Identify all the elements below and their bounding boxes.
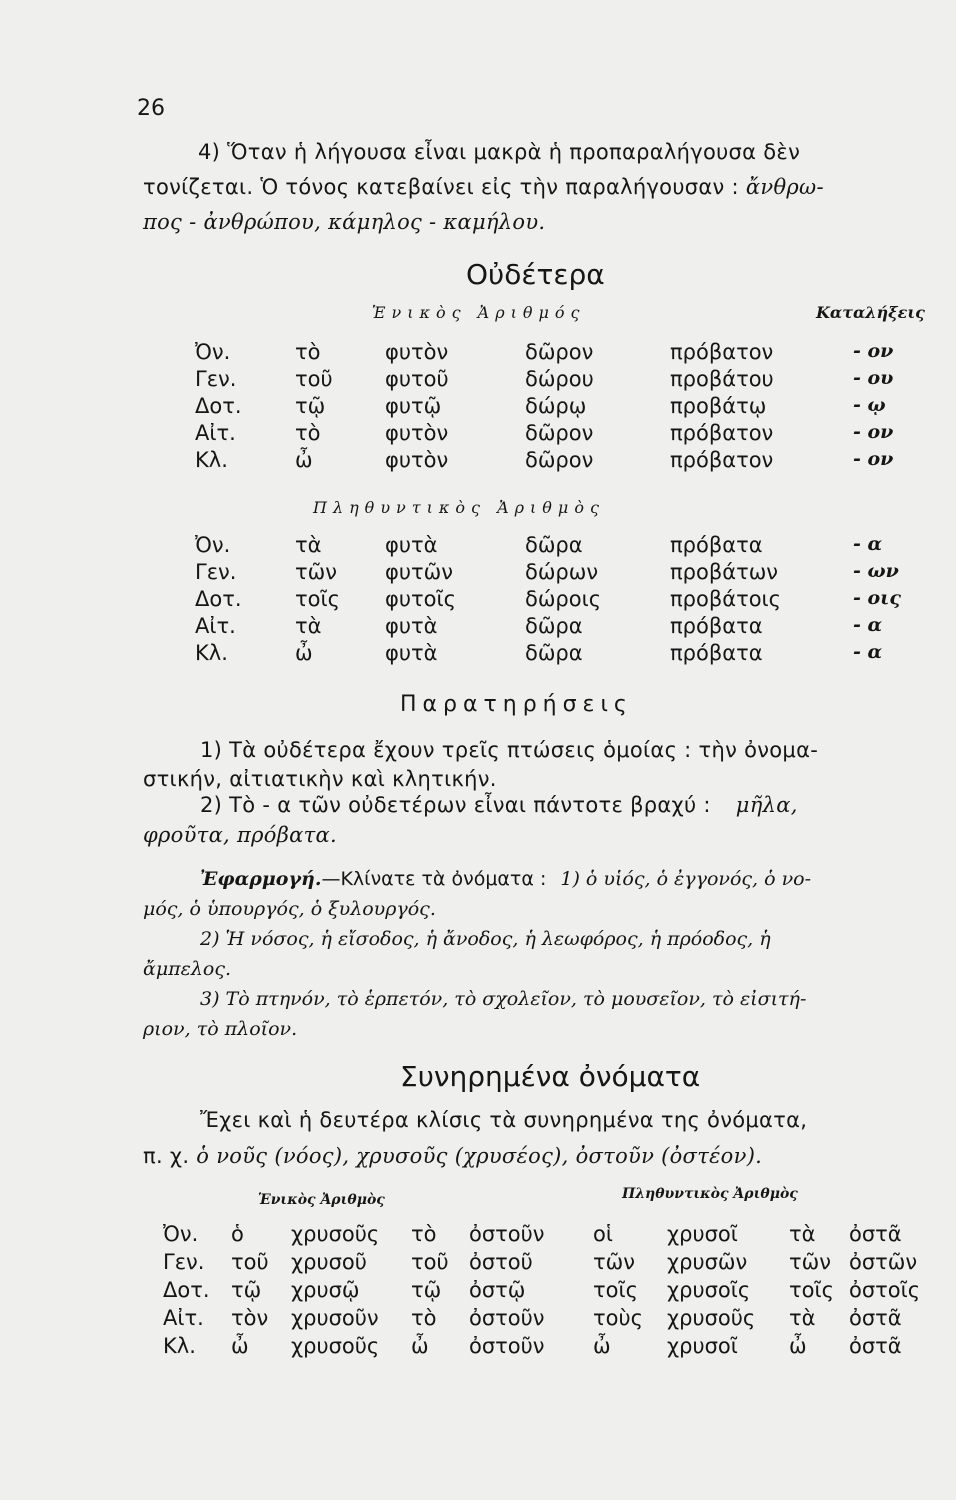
- neuter-singular-word-provaton: πρόβατον: [670, 421, 774, 445]
- neuter-singular-word-provaton: πρόβατον: [670, 448, 774, 472]
- contracted-article-n: τὸ: [411, 1306, 437, 1330]
- neuter-singular-case: Δοτ.: [195, 394, 242, 418]
- neuter-plural-article: τὰ: [295, 614, 322, 638]
- neuter-singular-word-futon: φυτὸν: [385, 421, 449, 445]
- remark2-example: μῆλα,: [735, 793, 798, 817]
- exercise-line6: ριον, τὸ πλοῖον.: [143, 1018, 298, 1040]
- neuter-singular-ending: - ον: [853, 421, 894, 443]
- neuter-plural-ending: - ων: [853, 560, 899, 582]
- contracted-article-m: ὦ: [231, 1334, 249, 1358]
- contracted-plural-article-n: τοῖς: [789, 1278, 834, 1302]
- neuter-title: Οὐδέτερα: [466, 258, 605, 291]
- neuter-singular-word-doron: δώρου: [525, 367, 594, 391]
- page-number: 26: [137, 96, 165, 121]
- contracted-intro-line1: Ἔχει καὶ ἡ δευτέρα κλίσις τὰ συνηρημένα της ὀνόματα,: [200, 1108, 808, 1132]
- contracted-article-n: ὦ: [411, 1334, 429, 1358]
- remark2-line2: φροῦτα, πρόβατα.: [143, 823, 337, 847]
- contracted-plural-word-chrysoi: χρυσοῦς: [667, 1306, 756, 1330]
- neuter-plural-case: Αἰτ.: [195, 614, 236, 638]
- neuter-singular-ending: - ου: [853, 367, 894, 389]
- neuter-singular-word-provaton: προβάτου: [670, 367, 774, 391]
- neuter-plural-word-futon: φυτὰ: [385, 641, 438, 665]
- neuter-plural-word-futon: φυτοῖς: [385, 587, 456, 611]
- neuter-plural-word-provaton: πρόβατα: [670, 533, 763, 557]
- contracted-plural-article-m: ὦ: [593, 1334, 611, 1358]
- neuter-plural-word-provaton: προβάτοις: [670, 587, 781, 611]
- contracted-word-chrysous: χρυσοῦς: [291, 1334, 380, 1358]
- contracted-plural-word-ostа: ὀστῶν: [849, 1250, 918, 1274]
- neuter-singular-ending: - ον: [853, 340, 894, 362]
- neuter-singular-word-futon: φυτὸν: [385, 448, 449, 472]
- contracted-plural-word-ostа: ὀστᾶ: [849, 1222, 902, 1246]
- contracted-plural-header: Πληθυντικὸς Ἀριθμὸς: [622, 1186, 798, 1202]
- neuter-plural-article: τὰ: [295, 533, 322, 557]
- neuter-singular-word-futon: φυτῷ: [385, 394, 442, 418]
- contracted-plural-word-chrysoi: χρυσοῖ: [667, 1222, 738, 1246]
- neuter-plural-word-futon: φυτὰ: [385, 614, 438, 638]
- neuter-singular-article: τῷ: [295, 394, 326, 418]
- remarks-title: Παρατηρήσεις: [400, 692, 633, 717]
- contracted-plural-word-chrysoi: χρυσοῖς: [667, 1278, 751, 1302]
- contracted-word-ostoun: ὀστοῦν: [469, 1222, 545, 1246]
- neuter-plural-case: Δοτ.: [195, 587, 242, 611]
- neuter-plural-word-provaton: πρόβατα: [670, 641, 763, 665]
- contracted-singular-header: Ἑνικὸς Ἀριθμὸς: [258, 1192, 385, 1208]
- contracted-case: Κλ.: [163, 1334, 196, 1358]
- rule4-line2: [143, 175, 824, 199]
- neuter-plural-word-doron: δῶρα: [525, 641, 583, 665]
- neuter-singular-word-doron: δῶρον: [525, 448, 594, 472]
- contracted-plural-article-m: τοὺς: [593, 1306, 643, 1330]
- neuter-plural-word-doron: δώροις: [525, 587, 602, 611]
- contracted-article-n: τοῦ: [411, 1250, 449, 1274]
- contracted-word-ostoun: ὀστῷ: [469, 1278, 526, 1302]
- neuter-plural-case: Κλ.: [195, 641, 228, 665]
- contracted-intro-examples: ὁ νοῦς (νόος), χρυσοῦς (χρυσέος), ὀστοῦν (ὀστέον).: [196, 1144, 763, 1168]
- remark1-line1: 1) Τὰ οὐδέτερα ἔχουν τρεῖς πτώσεις ὁμοίας : τὴν ὀνομα-: [200, 738, 819, 762]
- contracted-intro-line2: [143, 1144, 762, 1168]
- neuter-plural-ending: - α: [853, 533, 883, 555]
- neuter-singular-case: Ὀν.: [195, 340, 231, 364]
- neuter-singular-word-doron: δῶρον: [525, 421, 594, 445]
- contracted-case: Αἰτ.: [163, 1306, 204, 1330]
- neuter-plural-ending: - α: [853, 614, 883, 636]
- contracted-case: Ὀν.: [163, 1222, 199, 1246]
- contracted-article-n: τῷ: [411, 1278, 442, 1302]
- neuter-plural-article: ὦ: [295, 641, 313, 665]
- neuter-plural-article: τοῖς: [295, 587, 340, 611]
- contracted-plural-article-m: τοῖς: [593, 1278, 638, 1302]
- contracted-article-m: τοῦ: [231, 1250, 269, 1274]
- exercise-line3: 2) Ἡ νόσος, ἡ εἴσοδος, ἡ ἄνοδος, ἡ λεωφόρος, ἡ πρόοδος, ἡ: [200, 928, 771, 950]
- exercise-label: Ἐφαρμογή.: [200, 868, 322, 890]
- neuter-singular-word-doron: δώρῳ: [525, 394, 587, 418]
- contracted-case: Δοτ.: [163, 1278, 210, 1302]
- neuter-plural-word-provaton: προβάτων: [670, 560, 779, 584]
- rule4-line2-example: ἄνθρω-: [745, 175, 824, 199]
- neuter-singular-word-provaton: προβάτῳ: [670, 394, 767, 418]
- exercise-line2: μός, ὁ ὑπουργός, ὁ ξυλουργός.: [143, 898, 436, 920]
- neuter-singular-case: Κλ.: [195, 448, 228, 472]
- neuter-singular-word-provaton: πρόβατον: [670, 340, 774, 364]
- contracted-word-ostoun: ὀστοῦν: [469, 1306, 545, 1330]
- contracted-case: Γεν.: [163, 1250, 205, 1274]
- contracted-plural-word-chrysoi: χρυσοῖ: [667, 1334, 738, 1358]
- rule4-line2-text: τονίζεται. Ὁ τόνος κατεβαίνει εἰς τὴν παραλήγουσαν :: [143, 175, 739, 199]
- neuter-plural-ending: - α: [853, 641, 883, 663]
- neuter-singular-word-doron: δῶρον: [525, 340, 594, 364]
- neuter-plural-word-doron: δῶρα: [525, 614, 583, 638]
- rule4-line3: πος - ἀνθρώπου, κάμηλος - καμήλου.: [143, 210, 546, 234]
- contracted-word-ostoun: ὀστοῦν: [469, 1334, 545, 1358]
- neuter-plural-word-doron: δώρων: [525, 560, 599, 584]
- contracted-article-n: τὸ: [411, 1222, 437, 1246]
- exercise-item1: 1) ὁ υἱός, ὁ ἐγγονός, ὁ νο-: [560, 868, 811, 890]
- contracted-plural-article-n: τὰ: [789, 1306, 816, 1330]
- neuter-plural-header: Πληθυντικὸς Ἀριθμὸς: [313, 498, 605, 517]
- neuter-plural-word-provaton: πρόβατα: [670, 614, 763, 638]
- neuter-plural-word-doron: δῶρα: [525, 533, 583, 557]
- neuter-plural-word-futon: φυτὰ: [385, 533, 438, 557]
- remark1-line2: στικήν, αἰτιατικὴν καὶ κλητικήν.: [143, 767, 497, 791]
- remark2-text: 2) Τὸ - α τῶν οὐδετέρων εἶναι πάντοτε βραχύ :: [200, 793, 711, 817]
- contracted-word-ostoun: ὀστοῦ: [469, 1250, 533, 1274]
- neuter-singular-word-futon: φυτοῦ: [385, 367, 449, 391]
- contracted-article-m: τὸν: [231, 1306, 269, 1330]
- exercise-instruction: —Κλίνατε τὰ ὀνόματα :: [321, 868, 547, 890]
- neuter-singular-case: Αἰτ.: [195, 421, 236, 445]
- remark2-line1: [200, 793, 798, 817]
- neuter-singular-word-futon: φυτὸν: [385, 340, 449, 364]
- neuter-singular-ending: - ῳ: [853, 394, 886, 416]
- neuter-plural-case: Γεν.: [195, 560, 237, 584]
- contracted-plural-article-m: τῶν: [593, 1250, 635, 1274]
- contracted-plural-article-n: τὰ: [789, 1222, 816, 1246]
- contracted-word-chrysous: χρυσοῦς: [291, 1222, 380, 1246]
- contracted-word-chrysous: χρυσοῦν: [291, 1306, 379, 1330]
- rule4-line1: 4) Ὅταν ἡ λήγουσα εἶναι μακρὰ ἡ προπαραλήγουσα δὲν: [198, 140, 801, 164]
- neuter-plural-word-futon: φυτῶν: [385, 560, 453, 584]
- contracted-plural-word-chrysoi: χρυσῶν: [667, 1250, 748, 1274]
- neuter-singular-header: Ἑνικὸς Ἀριθμός: [372, 303, 586, 322]
- contracted-article-m: τῷ: [231, 1278, 262, 1302]
- contracted-title: Συνηρημένα ὀνόματα: [400, 1060, 701, 1093]
- contracted-plural-article-m: οἱ: [593, 1222, 613, 1246]
- contracted-plural-article-n: τῶν: [789, 1250, 831, 1274]
- exercise-line5: 3) Τὸ πτηνόν, τὸ ἑρπετόν, τὸ σχολεῖον, τὸ μουσεῖον, τὸ εἰσιτή-: [200, 988, 807, 1010]
- contracted-plural-word-ostа: ὀστᾶ: [849, 1334, 902, 1358]
- contracted-word-chrysous: χρυσοῦ: [291, 1250, 367, 1274]
- neuter-singular-case: Γεν.: [195, 367, 237, 391]
- neuter-singular-article: ὦ: [295, 448, 313, 472]
- neuter-plural-case: Ὀν.: [195, 533, 231, 557]
- contracted-word-chrysous: χρυσῷ: [291, 1278, 360, 1302]
- contracted-plural-article-n: ὦ: [789, 1334, 807, 1358]
- contracted-plural-word-ostа: ὀστοῖς: [849, 1278, 921, 1302]
- exercise-line1: [200, 868, 811, 890]
- neuter-plural-article: τῶν: [295, 560, 337, 584]
- exercise-line4: ἄμπελος.: [143, 958, 232, 980]
- neuter-plural-ending: - οις: [853, 587, 901, 609]
- contracted-intro-eg: π. χ.: [143, 1144, 190, 1168]
- neuter-endings-header: Καταλήξεις: [816, 303, 925, 322]
- neuter-singular-ending: - ον: [853, 448, 894, 470]
- neuter-singular-article: τὸ: [295, 421, 321, 445]
- contracted-plural-word-ostа: ὀστᾶ: [849, 1306, 902, 1330]
- contracted-article-m: ὁ: [231, 1222, 244, 1246]
- neuter-singular-article: τοῦ: [295, 367, 333, 391]
- neuter-singular-article: τὸ: [295, 340, 321, 364]
